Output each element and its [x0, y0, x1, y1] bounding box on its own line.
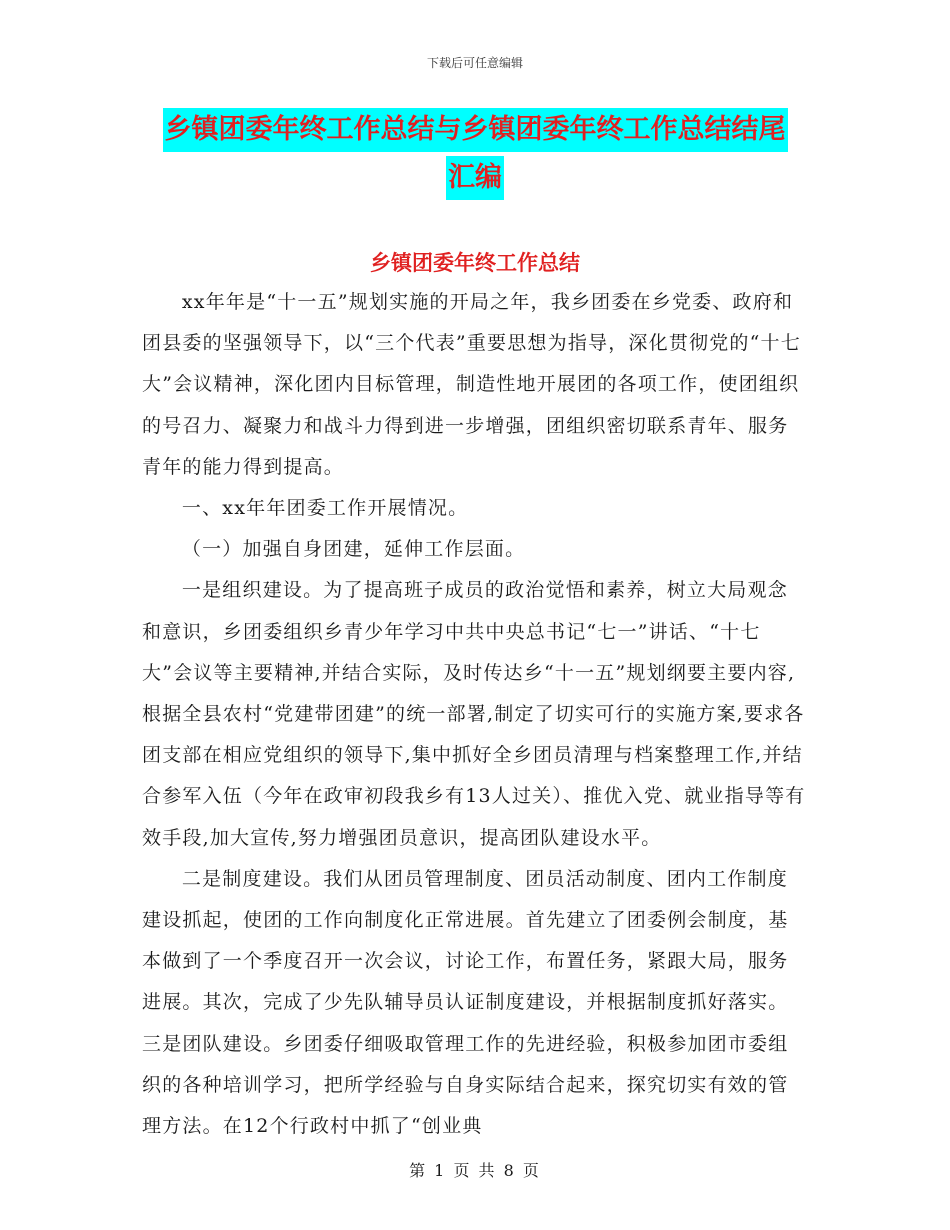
document-body [142, 282, 808, 1147]
paragraph-heading-1: 一、xx年年团委工作开展情况。 [181, 497, 469, 520]
title-line-1: 乡镇团委年终工作总结与乡镇团委年终工作总结结尾 [163, 108, 788, 152]
page-footer: 第 1 页 共 8 页 [409, 1161, 541, 1180]
title-line-2: 汇编 [446, 156, 504, 200]
document-title [0, 108, 950, 200]
paragraph-intro: xx年年是“十一五”规划实施的开局之年，我乡团委在乡党委、政府和团县委的坚强领导下，以“三个代表”重要思想为指导，深化贯彻党的“十七大”会议精神，深化团内目标管理，制造性地开展团的各项工作，使团组织的号召力、凝聚力和战斗力得到进一步增强，团组织密切联系青年、服务青年的能力得到提高。 [142, 291, 801, 478]
paragraph-heading-1-1: （一）加强自身团建，延伸工作层面。 [181, 538, 526, 561]
paragraph-system: 二是制度建设。我们从团员管理制度、团员活动制度、团内工作制度建设抓起，使团的工作向制度化正常进展。首先建立了团委例会制度，基本做到了一个季度召开一次会议，讨论工作，布置任务，紧跟大局，服务进展。其次，完成了少先队辅导员认证制度建设，并根据制度抓好落实。三是团队建设。乡团委仔细吸取管理工作的先进经验，积极参加团市委组织的各种培训学习，把所学经验与自身实际结合起来，探究切实有效的管理方法。在12个行政村中抓了“创业典 [142, 867, 789, 1138]
paragraph-organization: 一是组织建设。为了提高班子成员的政治觉悟和素养，树立大局观念和意识，乡团委组织乡青少年学习中共中央总书记“七一”讲话、“十七大”会议等主要精神,并结合实际，及时传达乡“十一五”规划纲要主要内容,根据全县农村“党建带团建”的统一部署,制定了切实可行的实施方案,要求各团支部在相应党组织的领导下,集中抓好全乡团员清理与档案整理工作,并结合参军入伍（今年在政审初段我乡有13人过关）、推优入党、就业指导等有效手段,加大宣传,努力增强团员意识，提高团队建设水平。 [142, 579, 806, 849]
header-note: 下载后可任意编辑 [426, 56, 523, 70]
section-title: 乡镇团委年终工作总结 [370, 251, 580, 275]
